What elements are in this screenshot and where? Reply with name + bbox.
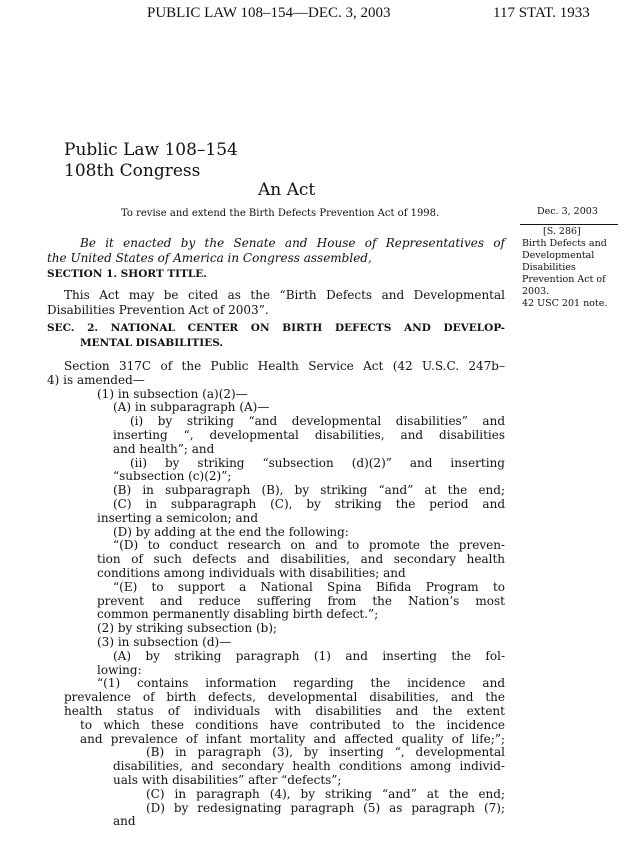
law-number: Public Law 108–154 <box>64 140 238 160</box>
body-line: common permanently disabling birth defect.”; <box>97 607 379 622</box>
margin-line: Developmental <box>522 250 595 261</box>
body-line: (1) in subsection (a)(2)— <box>97 386 248 401</box>
margin-line: 2003. <box>522 286 550 297</box>
margin-line: Disabilities <box>522 262 576 273</box>
body-line: Section 317C of the Public Health Service Act (42 U.S.C. 247b– <box>64 359 505 373</box>
body-line: tion of such defects and disabilities, and secondary health <box>97 552 505 567</box>
enacting-clause: the United States of America in Congress assembled, <box>47 251 372 265</box>
body-line: (D) by redesignating paragraph (5) as paragraph (7); <box>146 800 505 815</box>
body-line: to which these conditions have contributed to the incidence <box>80 717 505 732</box>
body-line: (A) by striking paragraph (1) and inserting the fol- <box>113 648 505 663</box>
body-line: “(D) to conduct research on and to promote the preven- <box>113 538 505 553</box>
body-line: and health”; and <box>113 441 215 456</box>
body-line: and prevalence of infant mortality and affected quality of life;”; <box>80 731 505 746</box>
section-2-body <box>0 360 626 829</box>
body-line: inserting “, developmental disabilities, and disabilities <box>113 427 505 442</box>
margin-divider <box>520 224 618 225</box>
body-line: (C) in subparagraph (C), by striking the period and <box>113 496 505 511</box>
body-line: (D) by adding at the end the following: <box>113 524 349 539</box>
body-line: disabilities, and secondary health conditions among individ- <box>113 759 505 774</box>
body-line: prevent and reduce suffering from the Nation’s most <box>97 593 505 608</box>
margin-line: Prevention Act of <box>522 274 606 285</box>
margin-citation: 42 USC 201 note. <box>522 298 608 309</box>
body-line: (C) in paragraph (4), by striking “and” at the end; <box>146 786 505 801</box>
body-line: Disabilities Prevention Act of 2003”. <box>47 303 269 317</box>
body-line: (B) in subparagraph (B), by striking “and” at the end; <box>113 483 505 498</box>
body-line: and <box>113 814 136 829</box>
body-line: inserting a semicolon; and <box>97 510 259 525</box>
margin-line: Birth Defects and <box>522 238 607 249</box>
body-line: conditions among individuals with disabilities; and <box>97 565 406 580</box>
margin-short-title <box>522 238 626 310</box>
body-line: (i) by striking “and developmental disabilities” and <box>130 414 505 429</box>
body-line: “(1) contains information regarding the incidence and <box>97 676 505 691</box>
body-line: (2) by striking subsection (b); <box>97 621 278 636</box>
body-line: (A) in subparagraph (A)— <box>113 400 270 415</box>
act-heading: An Act <box>258 180 316 200</box>
running-header-left: PUBLIC LAW 108–154—DEC. 3, 2003 <box>147 5 391 21</box>
running-header-page: 117 STAT. 1933 <box>493 5 590 21</box>
purpose: To revise and extend the Birth Defects Prevention Act of 1998. <box>121 208 440 219</box>
body-line: (ii) by striking “subsection (d)(2)” and inserting <box>130 455 505 470</box>
body-line: “(E) to support a National Spina Bifida Program to <box>113 579 505 594</box>
body-line: This Act may be cited as the “Birth Defects and Developmental <box>64 288 505 302</box>
section-heading: SEC. 2. NATIONAL CENTER ON BIRTH DEFECTS AND DEVELOP- <box>47 322 505 334</box>
body-line: “subsection (c)(2)”; <box>113 469 232 484</box>
section-heading: MENTAL DISABILITIES. <box>80 337 224 349</box>
body-line: uals with disabilities” after “defects”; <box>113 772 342 787</box>
body-line: (3) in subsection (d)— <box>97 634 232 649</box>
body-line: health status of individuals with disabilities and the extent <box>64 703 505 718</box>
margin-date: Dec. 3, 2003 <box>537 206 598 217</box>
body-line: (B) in paragraph (3), by inserting “, developmental <box>146 745 505 760</box>
body-line: lowing: <box>97 662 142 677</box>
body-line: 4) is amended— <box>47 372 145 387</box>
body-line: prevalence of birth defects, developmental disabilities, and the <box>64 690 505 705</box>
enacting-clause: Be it enacted by the Senate and House of Representatives of <box>80 236 505 250</box>
section-heading: SECTION 1. SHORT TITLE. <box>47 268 207 280</box>
margin-bill: [S. 286] <box>543 226 581 237</box>
congress: 108th Congress <box>64 161 201 181</box>
